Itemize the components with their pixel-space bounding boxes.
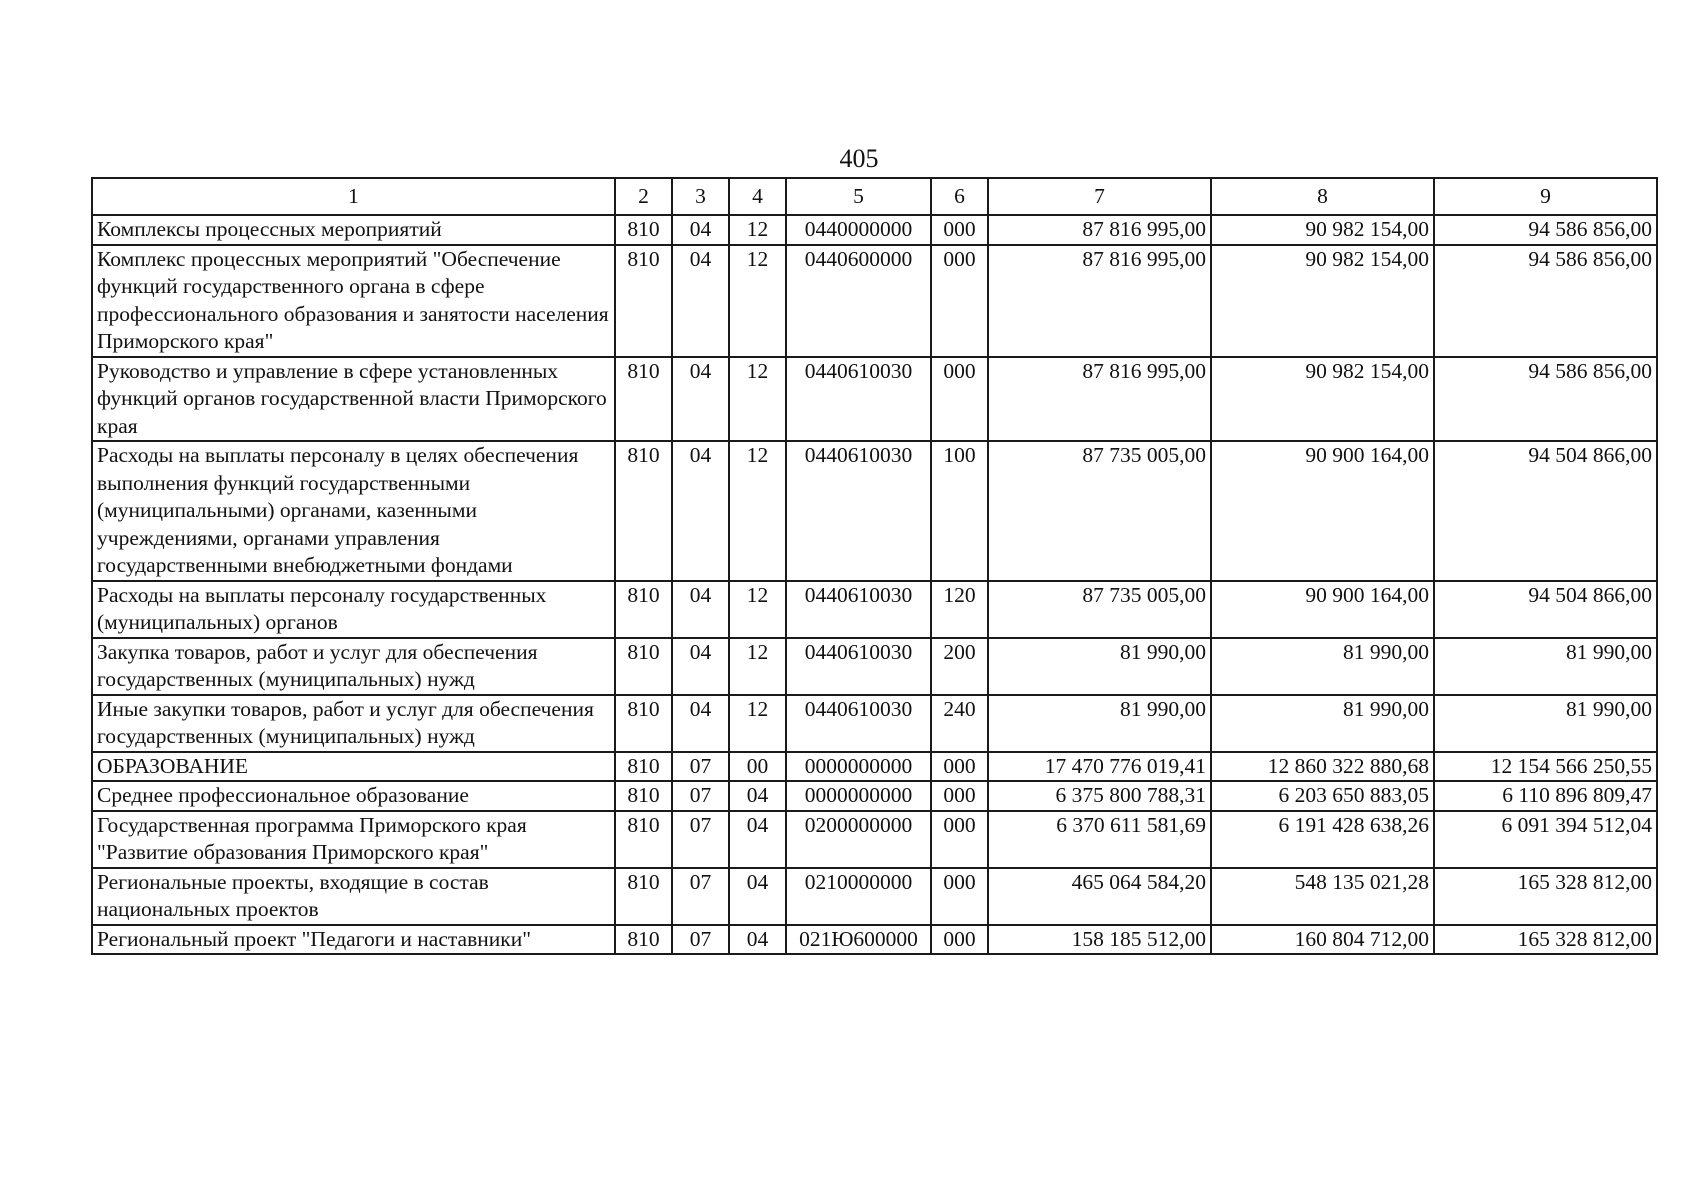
expense-type-cell: 000 [931,868,988,925]
expense-type-cell: 000 [931,752,988,782]
section-code-cell: 04 [672,357,729,442]
table-row [92,811,1657,868]
section-code-cell: 04 [672,441,729,581]
expense-type-cell: 000 [931,781,988,811]
target-article-cell: 0440610030 [786,357,931,442]
expense-name-cell: Расходы на выплаты персоналу государственных (муниципальных) органов [92,581,615,638]
amount-col9-cell: 94 504 866,00 [1434,581,1657,638]
amount-col9-cell: 94 586 856,00 [1434,357,1657,442]
target-article-cell: 0200000000 [786,811,931,868]
expense-name-cell: Региональные проекты, входящие в состав национальных проектов [92,868,615,925]
table-row [92,638,1657,695]
target-article-cell: 0000000000 [786,752,931,782]
col-header-2: 2 [615,178,672,215]
amount-col8-cell: 81 990,00 [1211,638,1434,695]
subsection-code-cell: 04 [729,781,786,811]
expense-type-cell: 000 [931,925,988,955]
col-header-5: 5 [786,178,931,215]
subsection-code-cell: 12 [729,695,786,752]
amount-col8-cell: 6 191 428 638,26 [1211,811,1434,868]
table-row [92,245,1657,357]
table-row [92,357,1657,442]
amount-col9-cell: 94 504 866,00 [1434,441,1657,581]
col-header-7: 7 [988,178,1211,215]
subsection-code-cell: 12 [729,245,786,357]
subsection-code-cell: 12 [729,638,786,695]
amount-col7-cell: 87 735 005,00 [988,581,1211,638]
expense-name-cell: Иные закупки товаров, работ и услуг для обеспечения государственных (муниципальных) нужд [92,695,615,752]
ministry-code-cell: 810 [615,245,672,357]
ministry-code-cell: 810 [615,781,672,811]
subsection-code-cell: 12 [729,215,786,245]
table-row [92,441,1657,581]
expense-type-cell: 000 [931,215,988,245]
expense-type-cell: 000 [931,811,988,868]
amount-col7-cell: 87 735 005,00 [988,441,1211,581]
expense-name-cell: ОБРАЗОВАНИЕ [92,752,615,782]
table-row [92,215,1657,245]
col-header-8: 8 [1211,178,1434,215]
expense-name-cell: Региональный проект "Педагоги и наставники" [92,925,615,955]
subsection-code-cell: 04 [729,868,786,925]
page-number: 405 [839,144,879,173]
ministry-code-cell: 810 [615,695,672,752]
ministry-code-cell: 810 [615,925,672,955]
col-header-4: 4 [729,178,786,215]
amount-col7-cell: 81 990,00 [988,638,1211,695]
expense-type-cell: 120 [931,581,988,638]
amount-col7-cell: 81 990,00 [988,695,1211,752]
amount-col9-cell: 81 990,00 [1434,695,1657,752]
amount-col7-cell: 87 816 995,00 [988,245,1211,357]
section-code-cell: 07 [672,868,729,925]
ministry-code-cell: 810 [615,441,672,581]
ministry-code-cell: 810 [615,752,672,782]
subsection-code-cell: 12 [729,581,786,638]
subsection-code-cell: 04 [729,811,786,868]
amount-col9-cell: 81 990,00 [1434,638,1657,695]
section-code-cell: 04 [672,581,729,638]
target-article-cell: 0000000000 [786,781,931,811]
expense-type-cell: 000 [931,245,988,357]
target-article-cell: 0440600000 [786,245,931,357]
expense-type-cell: 100 [931,441,988,581]
subsection-code-cell: 00 [729,752,786,782]
expense-name-cell: Закупка товаров, работ и услуг для обеспечения государственных (муниципальных) нужд [92,638,615,695]
subsection-code-cell: 04 [729,925,786,955]
amount-col7-cell: 6 370 611 581,69 [988,811,1211,868]
table-row [92,781,1657,811]
amount-col8-cell: 12 860 322 880,68 [1211,752,1434,782]
amount-col7-cell: 87 816 995,00 [988,357,1211,442]
section-code-cell: 07 [672,781,729,811]
ministry-code-cell: 810 [615,581,672,638]
expense-type-cell: 200 [931,638,988,695]
expense-name-cell: Руководство и управление в сфере установленных функций органов государственной власти Приморского края [92,357,615,442]
budget-table [91,177,1658,955]
ministry-code-cell: 810 [615,357,672,442]
amount-col9-cell: 12 154 566 250,55 [1434,752,1657,782]
expense-name-cell: Государственная программа Приморского края "Развитие образования Приморского края" [92,811,615,868]
ministry-code-cell: 810 [615,811,672,868]
ministry-code-cell: 810 [615,215,672,245]
amount-col9-cell: 6 091 394 512,04 [1434,811,1657,868]
amount-col7-cell: 6 375 800 788,31 [988,781,1211,811]
col-header-6: 6 [931,178,988,215]
target-article-cell: 0440610030 [786,581,931,638]
expense-name-cell: Комплексы процессных мероприятий [92,215,615,245]
col-header-1: 1 [92,178,615,215]
subsection-code-cell: 12 [729,357,786,442]
expense-type-cell: 240 [931,695,988,752]
header-row [92,178,1657,215]
section-code-cell: 07 [672,752,729,782]
amount-col8-cell: 90 900 164,00 [1211,581,1434,638]
section-code-cell: 04 [672,695,729,752]
expense-name-cell: Среднее профессиональное образование [92,781,615,811]
col-header-3: 3 [672,178,729,215]
amount-col9-cell: 6 110 896 809,47 [1434,781,1657,811]
target-article-cell: 0440000000 [786,215,931,245]
section-code-cell: 04 [672,245,729,357]
amount-col7-cell: 465 064 584,20 [988,868,1211,925]
amount-col9-cell: 165 328 812,00 [1434,925,1657,955]
amount-col9-cell: 94 586 856,00 [1434,245,1657,357]
target-article-cell: 0440610030 [786,638,931,695]
amount-col7-cell: 87 816 995,00 [988,215,1211,245]
table-body [92,215,1657,954]
table-row [92,695,1657,752]
section-code-cell: 04 [672,215,729,245]
subsection-code-cell: 12 [729,441,786,581]
col-header-9: 9 [1434,178,1657,215]
amount-col7-cell: 17 470 776 019,41 [988,752,1211,782]
amount-col9-cell: 165 328 812,00 [1434,868,1657,925]
section-code-cell: 07 [672,925,729,955]
amount-col8-cell: 160 804 712,00 [1211,925,1434,955]
target-article-cell: 0210000000 [786,868,931,925]
amount-col7-cell: 158 185 512,00 [988,925,1211,955]
target-article-cell: 021Ю600000 [786,925,931,955]
amount-col8-cell: 90 900 164,00 [1211,441,1434,581]
table-row [92,925,1657,955]
amount-col8-cell: 6 203 650 883,05 [1211,781,1434,811]
expense-name-cell: Расходы на выплаты персоналу в целях обеспечения выполнения функций государственными (муниципальными) органами, казенными учреждениями, органами управления государственными внебюджетными фондами [92,441,615,581]
amount-col8-cell: 548 135 021,28 [1211,868,1434,925]
ministry-code-cell: 810 [615,868,672,925]
amount-col8-cell: 90 982 154,00 [1211,357,1434,442]
expense-name-cell: Комплекс процессных мероприятий "Обеспечение функций государственного органа в сфере профессионального образования и занятости населения Приморского края" [92,245,615,357]
table-row [92,868,1657,925]
amount-col8-cell: 90 982 154,00 [1211,245,1434,357]
table-row [92,581,1657,638]
ministry-code-cell: 810 [615,638,672,695]
expense-type-cell: 000 [931,357,988,442]
section-code-cell: 04 [672,638,729,695]
target-article-cell: 0440610030 [786,441,931,581]
target-article-cell: 0440610030 [786,695,931,752]
table-row [92,752,1657,782]
amount-col9-cell: 94 586 856,00 [1434,215,1657,245]
section-code-cell: 07 [672,811,729,868]
amount-col8-cell: 81 990,00 [1211,695,1434,752]
amount-col8-cell: 90 982 154,00 [1211,215,1434,245]
